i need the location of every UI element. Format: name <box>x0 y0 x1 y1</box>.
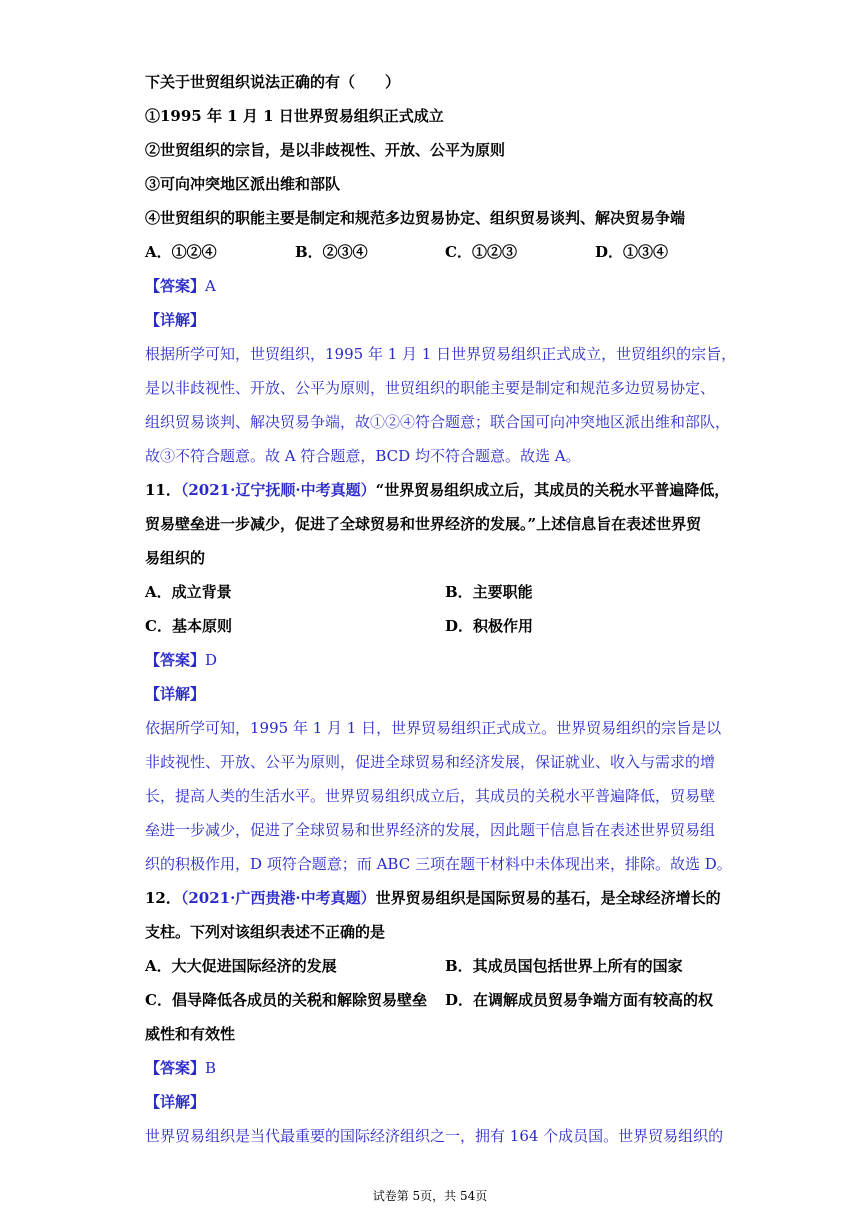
q10-option-c: C．①②③ <box>445 243 517 261</box>
q12-stem-line-2: 支柱。下列对该组织表述不正确的是 <box>145 923 386 941</box>
answer-label: 【答案】 <box>145 1059 206 1077</box>
q12-option-a: A．大大促进国际经济的发展 <box>145 957 337 975</box>
q11-explain-line: 非歧视性、开放、公平为原则，促进全球贸易和经济发展，保证就业、收入与需求的增 <box>145 753 716 771</box>
answer-value: D <box>205 651 218 669</box>
q10-explain-line: 组织贸易谈判、解决贸易争端，故①②④符合题意；联合国可向冲突地区派出维和部队， <box>145 413 731 431</box>
q11-stem-line-2: 贸易壁垒进一步减少，促进了全球贸易和世界经济的发展。”上述信息旨在表述世界贸 <box>145 515 702 533</box>
q11-explain-line: 长，提高人类的生活水平。世界贸易组织成立后，其成员的关税水平普遍降低，贸易壁 <box>145 787 716 805</box>
q12-option-b: B．其成员国包括世界上所有的国家 <box>445 957 683 975</box>
answer-value: A <box>205 277 216 295</box>
page-footer: 试卷第 5页，共 54页 <box>372 1189 488 1203</box>
answer-label: 【答案】 <box>145 651 206 669</box>
q10-option-d: D．①③④ <box>595 243 669 261</box>
q11-stem-line-1 <box>145 480 729 500</box>
answer-value: B <box>205 1059 217 1077</box>
q12-stem-text: 世界贸易组织是国际贸易的基石，是全球经济增长的 <box>375 889 721 907</box>
q12-number: 12． <box>145 889 181 907</box>
q12-option-d: D．在调解成员贸易争端方面有较高的权 <box>445 991 714 1009</box>
q12-option-d-continued: 威性和有效性 <box>145 1025 236 1043</box>
q10-explain-line: 是以非歧视性、开放、公平为原则，世贸组织的职能主要是制定和规范多边贸易协定、 <box>145 379 716 397</box>
q10-statement-3: ③可向冲突地区派出维和部队 <box>145 175 341 193</box>
q12-option-c: C．倡导降低各成员的关税和解除贸易壁垒 <box>145 991 427 1009</box>
q11-stem-text: “世界贸易组织成立后，其成员的关税水平普遍降低， <box>375 481 730 499</box>
q12-detail-label: 【详解】 <box>145 1093 206 1111</box>
q12-explain-line: 世界贸易组织是当代最重要的国际经济组织之一，拥有 164 个成员国。世界贸易组织的 <box>145 1127 724 1145</box>
q11-explain-line: 依据所学可知，1995 年 1 月 1 日，世界贸易组织正式成立。世界贸易组织的宗旨是以 <box>145 719 722 737</box>
q11-source: （2021·辽宁抚顺·中考真题） <box>180 481 376 499</box>
answer-label: 【答案】 <box>145 277 206 295</box>
q10-statement-1: ①1995 年 1 月 1 日世界贸易组织正式成立 <box>145 107 444 125</box>
q10-detail-label: 【详解】 <box>145 311 206 329</box>
q11-option-d: D．积极作用 <box>445 617 534 635</box>
q11-stem-line-3: 易组织的 <box>145 549 206 567</box>
q11-number: 11． <box>145 481 181 499</box>
q10-statement-4: ④世贸组织的职能主要是制定和规范多边贸易协定、组织贸易谈判、解决贸易争端 <box>145 209 686 227</box>
q11-answer <box>145 650 217 670</box>
q12-answer <box>145 1058 216 1078</box>
q10-explain-line: 根据所学可知，世贸组织，1995 年 1 月 1 日世界贸易组织正式成立，世贸组织的宗旨， <box>145 345 737 363</box>
q10-statement-2: ②世贸组织的宗旨，是以非歧视性、开放、公平为原则 <box>145 141 506 159</box>
q12-source: （2021·广西贵港·中考真题） <box>180 889 376 907</box>
q10-option-b: B．②③④ <box>295 243 368 261</box>
q10-stem: 下关于世贸组织说法正确的有（ ） <box>145 73 401 91</box>
q11-option-a: A．成立背景 <box>145 583 232 601</box>
q10-option-a: A．①②④ <box>145 243 217 261</box>
q11-detail-label: 【详解】 <box>145 685 206 703</box>
q10-explain-line: 故③不符合题意。故 A 符合题意，BCD 均不符合题意。故选 A。 <box>145 447 581 465</box>
q11-explain-line: 织的积极作用，D 项符合题意；而 ABC 三项在题干材料中未体现出来，排除。故选 D。 <box>145 855 732 873</box>
q11-option-b: B．主要职能 <box>445 583 533 601</box>
q12-stem-line-1 <box>145 888 721 908</box>
q11-explain-line: 垒进一步减少，促进了全球贸易和世界经济的发展，因此题干信息旨在表述世界贸易组 <box>145 821 716 839</box>
q10-answer <box>145 276 216 296</box>
q11-option-c: C．基本原则 <box>145 617 232 635</box>
